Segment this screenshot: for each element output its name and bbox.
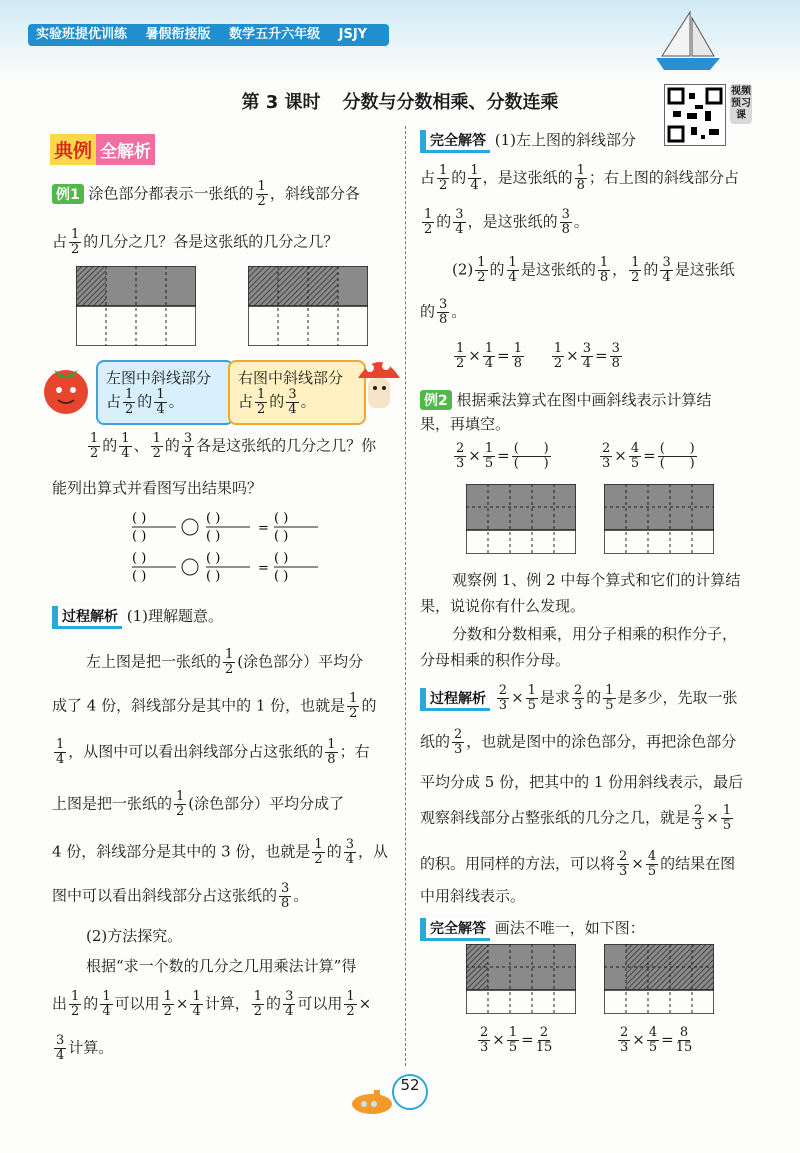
fraction: $\frac{3}{4}$ <box>183 431 193 461</box>
fraction: $\frac{2}{3}$ <box>602 441 611 471</box>
p8e: 的 <box>266 994 282 1013</box>
p4a: 上图是把一张纸的 <box>52 794 173 813</box>
a3c: 。 <box>573 212 589 231</box>
answer-equations: $\frac{1}{2}$ × $\frac{1}{4}$ = $\frac{1}{8}$ $\frac{1}{2}$ × $\frac{3}{4}$ = $\frac{3}{8}$ <box>456 341 620 371</box>
answer2-line2 <box>420 298 466 327</box>
method-line3 <box>52 1034 113 1063</box>
method-line1: 根据“求一个数的几分之几用乘法计算”得 <box>86 957 357 975</box>
answer1-line2 <box>420 164 739 193</box>
p5a: 4 份，斜线部分是其中的 3 份，也就是 <box>52 842 311 861</box>
fraction: $\frac{1}{2}$ <box>477 255 486 285</box>
fraction: $\frac{( )}{( )}$ <box>513 441 549 471</box>
fraction: $\frac{3}{4}$ <box>56 1033 65 1063</box>
p3a: ，从图中可以看出斜线部分占这张纸的 <box>68 742 324 761</box>
explain-line6 <box>52 882 308 911</box>
a4f: 是这张纸 <box>674 260 735 279</box>
fraction: $\frac{2}{15}$ <box>535 1025 553 1055</box>
a3b: ，是这张纸的 <box>467 212 558 231</box>
fraction: $\frac{1}{2}$ <box>253 989 263 1019</box>
r1a: 是求 <box>539 688 570 707</box>
p8a: 出 <box>52 994 68 1013</box>
question-line2: 能列出算式并看图写出结果吗？ <box>52 479 263 497</box>
hint-right-b: 占 <box>238 392 254 411</box>
svg-text:( ): ( ) <box>274 551 289 566</box>
example2-figure-right <box>604 484 714 554</box>
fraction: $\frac{1}{5}$ <box>508 1025 518 1055</box>
fraction: $\frac{1}{2}$ <box>225 647 234 677</box>
hint-left-b: 占 <box>106 392 122 411</box>
step1-text: (1)理解题意。 <box>126 607 224 625</box>
question-a: 的 <box>102 436 118 455</box>
svg-text:=: = <box>258 521 269 536</box>
qr-code[interactable] <box>664 84 726 146</box>
fraction: $\frac{1}{2}$ <box>631 255 640 285</box>
hint-right-d: 。 <box>300 392 316 411</box>
explain-line4 <box>52 790 344 819</box>
method-line2: 出 $\frac{1}{2}$ 的 $\frac{1}{4}$ 可以用 $\frac{1}{2}$ × $\frac{1}{4}$ 计算， $\frac{1}{2}$ 的 $\frac{3}{4}$ 可以用 $\frac{1}{2}$ × <box>52 989 372 1019</box>
r5b: 的结果在图 <box>660 854 736 873</box>
svg-text:( ): ( ) <box>132 551 147 566</box>
fraction: $\frac{1}{2}$ <box>257 179 266 209</box>
video-preview-label: 视频预习课 <box>730 84 752 124</box>
question-d: 各是这张纸的几分之几？你 <box>196 436 377 455</box>
svg-text:( ): ( ) <box>206 569 221 584</box>
fraction: $\frac{4}{5}$ <box>647 849 657 879</box>
example1-question <box>52 180 392 209</box>
fraction: $\frac{4}{5}$ <box>630 441 640 471</box>
example1-figure-right <box>248 266 368 346</box>
fraction: $\frac{3}{4}$ <box>455 207 464 237</box>
fraction: $\frac{1}{2}$ <box>125 387 134 417</box>
example2-tag: 例2 <box>420 390 452 410</box>
fraction: $\frac{1}{2}$ <box>424 207 433 237</box>
fraction: $\frac{3}{8}$ <box>611 341 620 371</box>
fraction: $\frac{8}{15}$ <box>675 1025 693 1055</box>
fraction: $\frac{1}{2}$ <box>163 989 172 1019</box>
fraction: $\frac{1}{4}$ <box>508 255 517 285</box>
r1c: 是多少，先取一张 <box>617 688 738 707</box>
rule-line2: 分母相乘的积作分母。 <box>420 651 571 669</box>
p3b: ；右 <box>339 742 370 761</box>
fraction: $\frac{1}{2}$ <box>314 837 323 867</box>
p5c: ，从 <box>357 842 388 861</box>
fraction: $\frac{2}{3}$ <box>619 849 628 879</box>
fraction: $\frac{1}{8}$ <box>576 163 585 193</box>
fraction: $\frac{1}{8}$ <box>513 341 522 371</box>
fraction: $\frac{3}{4}$ <box>662 255 671 285</box>
fraction: $\frac{1}{5}$ <box>722 803 732 833</box>
answer1-line1 <box>420 128 636 153</box>
strawberry-mascot-icon <box>40 362 92 418</box>
fraction: $\frac{3}{8}$ <box>561 207 570 237</box>
fraction: $\frac{1}{2}$ <box>71 227 80 257</box>
p9: 计算。 <box>68 1038 114 1057</box>
fraction: $\frac{2}{3}$ <box>620 1025 629 1055</box>
svg-text:( ): ( ) <box>132 511 147 526</box>
example1-tag: 例1 <box>52 184 84 204</box>
fraction: $\frac{4}{5}$ <box>648 1025 658 1055</box>
p2a: 成了 4 份，斜线部分是其中的 1 份，也就是 <box>52 696 346 715</box>
a2b: 的 <box>451 168 467 187</box>
lesson-number: 第 3 课时 <box>241 92 321 113</box>
lesson-topic: 分数与分数相乘、分数连乘 <box>342 92 559 113</box>
a4c: 是这张纸的 <box>520 260 596 279</box>
fraction: $\frac{2}{3}$ <box>480 1025 489 1055</box>
edition-name: 暑假衔接版 <box>145 27 211 42</box>
section-tag-main: 典例 <box>50 134 96 165</box>
fraction: $\frac{1}{2}$ <box>346 989 355 1019</box>
a1: (1)左上图的斜线部分 <box>494 131 637 149</box>
fraction: $\frac{3}{8}$ <box>439 297 448 327</box>
fraction: $\frac{1}{2}$ <box>553 341 563 371</box>
process-step1 <box>52 604 223 629</box>
process-right-line4: 观察斜线部分占整张纸的几分之几，就是 $\frac{2}{3}$ × $\frac{1}{5}$ <box>420 803 732 833</box>
hint-right-line1: 右图中斜线部分 <box>238 369 344 387</box>
hint-left-c: 的 <box>137 392 153 411</box>
qr-code-icon <box>665 85 725 145</box>
answer1-line3 <box>420 208 589 237</box>
svg-text:( ): ( ) <box>274 529 289 544</box>
example1-question-line2 <box>52 228 338 257</box>
fraction: $\frac{1}{2}$ <box>456 341 465 371</box>
p8b: 的 <box>83 994 99 1013</box>
fraction: $\frac{1}{2}$ <box>257 387 266 417</box>
process-right-line3: 平均分成 5 份，把其中的 1 份用斜线表示，最后 <box>420 773 744 791</box>
fraction: $\frac{1}{4}$ <box>102 989 111 1019</box>
page-number: 52 <box>392 1074 428 1110</box>
example2-equation-left: $\frac{2}{3}$ × $\frac{1}{5}$ = $\frac{( )}{( )}$ <box>456 441 549 471</box>
svg-text:( ): ( ) <box>274 569 289 584</box>
answer-figure-left <box>466 944 576 1014</box>
question-b: 、 <box>133 436 149 455</box>
publisher-name: JSJY <box>338 27 368 42</box>
hint-bubble-right <box>228 360 366 425</box>
process-right-line6: 中用斜线表示。 <box>420 887 526 905</box>
rule-line1: 分数和分数相乘，用分子相乘的积作分子， <box>452 625 738 643</box>
fraction: $\frac{3}{4}$ <box>288 387 297 417</box>
fraction: $\frac{1}{4}$ <box>484 341 494 371</box>
hint-left-d: 。 <box>168 392 184 411</box>
r2a: 纸的 <box>420 732 451 751</box>
fraction: $\frac{1}{2}$ <box>439 163 448 193</box>
example1-text-d: 的几分之几？各是这张纸的几分之几？ <box>83 232 339 251</box>
hint-right-c: 的 <box>269 392 285 411</box>
answer2-line1 <box>452 256 735 285</box>
example2-question <box>420 388 790 412</box>
a5a: 的 <box>420 302 436 321</box>
hint-left-line1: 左图中斜线部分 <box>106 369 212 387</box>
fraction: $\frac{1}{4}$ <box>56 737 65 767</box>
process-tag-right: 过程解析 <box>420 688 490 711</box>
process-tag-left: 过程解析 <box>52 606 122 629</box>
observe-line2: 果，说说你有什么发现。 <box>420 597 586 615</box>
mushroom-mascot-icon <box>354 352 404 416</box>
svg-text:( ): ( ) <box>206 511 221 526</box>
svg-text:( ): ( ) <box>206 551 221 566</box>
header-series-bar <box>28 24 389 46</box>
answer-figure-right <box>604 944 714 1014</box>
fraction: $\frac{1}{8}$ <box>327 737 336 767</box>
r5a: 的积。用同样的方法，可以将 <box>420 854 616 873</box>
process-right-line1: 过程解析 $\frac{2}{3}$ × $\frac{1}{5}$ 是求 $\frac{2}{3}$ 的 $\frac{1}{5}$ 是多少，先取一张 <box>420 684 738 713</box>
answer-tag: 完全解答 <box>420 130 490 153</box>
explain-line2 <box>52 692 376 721</box>
p6b: 。 <box>293 886 309 905</box>
a2a: 占 <box>420 168 436 187</box>
example2-figure-left <box>466 484 576 554</box>
submarine-icon <box>350 1086 396 1116</box>
answer-equation-right: $\frac{2}{3}$ × $\frac{4}{5}$ = $\frac{8}{15}$ <box>620 1025 693 1055</box>
fraction: $\frac{2}{3}$ <box>454 727 463 757</box>
a3a: 的 <box>436 212 452 231</box>
p1a: 左上图是把一张纸的 <box>86 652 222 671</box>
fraction: $\frac{1}{5}$ <box>484 441 494 471</box>
p6a: 图中可以看出斜线部分占这张纸的 <box>52 886 278 905</box>
svg-text:( ): ( ) <box>132 529 147 544</box>
fraction: $\frac{1}{2}$ <box>349 691 358 721</box>
a4d: ， <box>612 260 628 279</box>
p8f: 可以用 <box>297 994 343 1013</box>
a2c: ，是这张纸的 <box>482 168 573 187</box>
a4a: (2) <box>452 260 474 279</box>
fraction: $\frac{2}{3}$ <box>694 803 703 833</box>
ex2-q1: 根据乘法算式在图中画斜线表示计算结 <box>456 391 712 409</box>
fraction: $\frac{( )}{( )}$ <box>659 441 695 471</box>
p8d: 计算， <box>204 994 250 1013</box>
fraction: $\frac{1}{5}$ <box>605 683 614 713</box>
explain-line5 <box>52 838 388 867</box>
fraction: $\frac{1}{5}$ <box>527 683 536 713</box>
fraction: $\frac{3}{4}$ <box>285 989 294 1019</box>
p2b: 的 <box>361 696 377 715</box>
svg-text:=: = <box>258 561 269 576</box>
fraction: $\frac{2}{3}$ <box>456 441 465 471</box>
p4b: (涂色部分）平均分成了 <box>188 794 345 813</box>
r1b: 的 <box>586 688 602 707</box>
fraction: $\frac{1}{4}$ <box>156 387 165 417</box>
fraction: $\frac{1}{4}$ <box>121 431 130 461</box>
ans2-text: 画法不唯一，如下图： <box>494 919 645 937</box>
fraction: $\frac{1}{2}$ <box>90 431 99 461</box>
fraction: $\frac{1}{4}$ <box>192 989 201 1019</box>
fraction: $\frac{1}{2}$ <box>176 789 185 819</box>
explain-line1 <box>86 648 363 677</box>
grade-name: 数学五升六年级 <box>229 27 321 42</box>
fraction: $\frac{3}{4}$ <box>345 837 354 867</box>
section-heading <box>50 134 155 165</box>
fraction: $\frac{3}{8}$ <box>281 881 290 911</box>
answer2-heading <box>420 916 645 941</box>
example2-question-line2: 果，再填空。 <box>420 415 511 433</box>
fraction: $\frac{2}{3}$ <box>498 683 508 713</box>
example1-text-a: 涂色部分都表示一张纸的 <box>88 184 254 203</box>
fraction: $\frac{1}{4}$ <box>470 163 479 193</box>
question-line1 <box>86 432 376 461</box>
sailboat-icon <box>650 8 724 74</box>
fraction: $\frac{3}{4}$ <box>582 341 591 371</box>
hint-bubble-left <box>96 360 234 425</box>
fraction: $\frac{1}{8}$ <box>599 255 609 285</box>
a4b: 的 <box>489 260 505 279</box>
p1b: (涂色部分）平均分 <box>237 652 364 671</box>
a5b: 。 <box>451 302 467 321</box>
p8c: 可以用 <box>114 994 160 1013</box>
process-right-line5: 的积。用同样的方法，可以将 $\frac{2}{3}$ × $\frac{4}{5}$ 的结果在图 <box>420 849 736 879</box>
answer-equation-left: $\frac{2}{3}$ × $\frac{1}{5}$ = $\frac{2}{15}$ <box>480 1025 553 1055</box>
svg-text:( ): ( ) <box>132 569 147 584</box>
explain-line3 <box>52 738 370 767</box>
question-c: 的 <box>164 436 180 455</box>
example1-text-b: ，斜线部分各 <box>269 184 360 203</box>
p5b: 的 <box>326 842 342 861</box>
fraction: $\frac{1}{2}$ <box>152 431 161 461</box>
r4a: 观察斜线部分占整张纸的几分之几，就是 <box>420 808 691 827</box>
a2d: ；右上图的斜线部分占 <box>588 168 739 187</box>
r2b: ，也就是图中的涂色部分，再把涂色部分 <box>466 732 737 751</box>
svg-text:( ): ( ) <box>206 529 221 544</box>
column-divider <box>405 126 406 1066</box>
process-right-line2 <box>420 728 736 757</box>
a4e: 的 <box>643 260 659 279</box>
fraction: $\frac{2}{3}$ <box>573 683 583 713</box>
svg-text:( ): ( ) <box>274 511 289 526</box>
series-name: 实验班提优训练 <box>36 27 128 42</box>
process-step2: (2)方法探究。 <box>86 927 183 945</box>
section-tag-sub: 全解析 <box>96 134 155 165</box>
blank-equations <box>128 508 328 588</box>
example1-text-c: 占 <box>52 232 68 251</box>
example1-figure-left <box>76 266 196 346</box>
example2-equation-right: $\frac{2}{3}$ × $\frac{4}{5}$ = $\frac{( )}{( )}$ <box>602 441 695 471</box>
observe-line1: 观察例 1、例 2 中每个算式和它们的计算结 <box>452 571 741 589</box>
answer-tag-2: 完全解答 <box>420 918 490 941</box>
fraction: $\frac{1}{2}$ <box>71 989 80 1019</box>
